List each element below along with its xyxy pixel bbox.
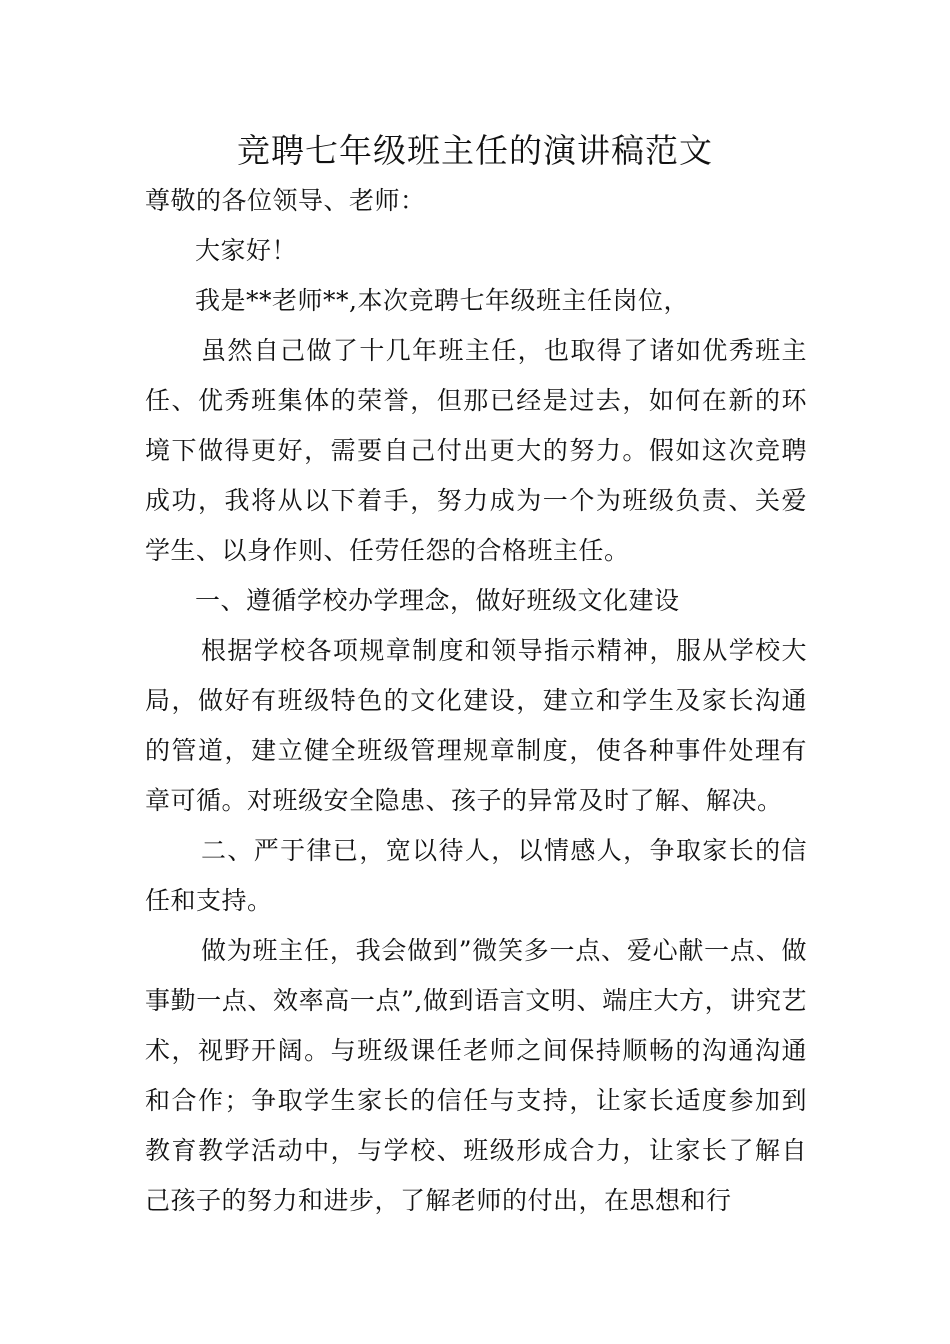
section-heading-2: 二、严于律已，宽以待人，以情感人，争取家长的信任和支持。 xyxy=(145,836,807,915)
paragraph-greeting: 大家好！ xyxy=(195,236,298,265)
paragraph-section-1: 根据学校各项规章制度和领导指示精神，服从学校大局，做好有班级特色的文化建设，建立和学生及家长沟通的管道，建立健全班级管理规章制度，使各种事件处理有章可循。对班级安全隐患、孩子的异常及时了解、解决。 xyxy=(145,636,807,815)
section-heading-1: 一、遵循学校办学理念，做好班级文化建设 xyxy=(195,586,680,615)
paragraph-introduction: 我是**老师**,本次竞聘七年级班主任岗位， xyxy=(195,286,689,315)
salutation: 尊敬的各位领导、老师： xyxy=(145,186,426,215)
paragraph-section-2: 做为班主任，我会做到”微笑多一点、爱心献一点、做事勤一点、效率高一点”,做到语言文明、端庄大方，讲究艺术，视野开阔。与班级课任老师之间保持顺畅的沟通沟通和合作；争取学生家长的信任与支持，让家长适度参加到教育教学活动中，与学校、班级形成合力，让家长了解自己孩子的努力和进步，了解老师的付出，在思想和行 xyxy=(145,936,807,1215)
paragraph-experience: 虽然自己做了十几年班主任，也取得了诸如优秀班主任、优秀班集体的荣誉，但那已经是过去，如何在新的环境下做得更好，需要自己付出更大的努力。假如这次竞聘成功，我将从以下着手，努力成为一个为班级负责、关爱学生、以身作则、任劳任怨的合格班主任。 xyxy=(145,336,807,565)
document-body xyxy=(145,176,807,1226)
document-title: 竞聘七年级班主任的演讲稿范文 xyxy=(237,131,713,170)
